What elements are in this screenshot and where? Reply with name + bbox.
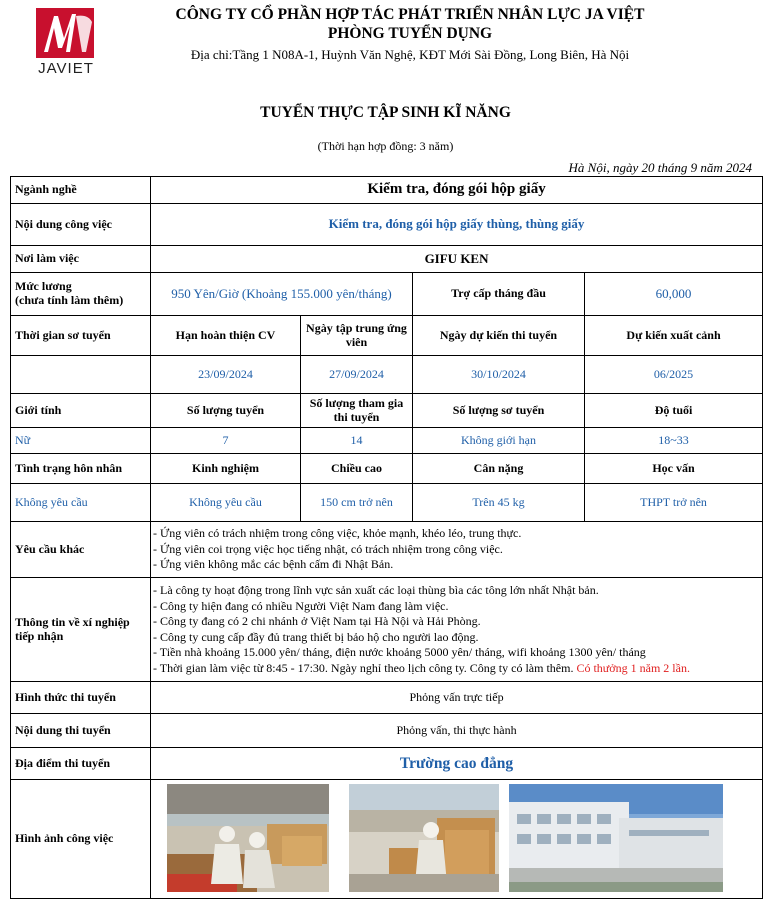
thong-tin-last-line [153, 661, 758, 677]
value-noi-dung: Kiểm tra, đóng gói hộp giấy thùng, thùng giấy [151, 204, 763, 246]
value-do-tuoi: 18~33 [585, 428, 763, 454]
row-hon-nhan-headers [11, 454, 763, 484]
value-hon-nhan: Không yêu cầu [11, 484, 151, 522]
value-tro-cap: 60,000 [585, 273, 763, 316]
header-kinh-nghiem: Kinh nghiệm [151, 454, 301, 484]
bonus-note: Có thưởng 1 năm 2 lần. [576, 660, 690, 675]
row-noi-dung [11, 204, 763, 246]
label-thong-tin [11, 578, 151, 682]
label-muc-luong-2: (chưa tính làm thêm) [15, 293, 124, 307]
row-nganh-nghe [11, 177, 763, 204]
label-noi-dung-thi: Nội dung thi tuyển [11, 714, 151, 748]
thong-tin-line: - Tiền nhà khoảng 15.000 yên/ tháng, điện nước khoảng 5000 yên/ tháng, wifi khoảng 1300 yên/ tháng [153, 645, 646, 659]
value-so-luong-tuyen: 7 [151, 428, 301, 454]
value-hinh-thuc: Phỏng vấn trực tiếp [151, 682, 763, 714]
work-photo-packing [167, 784, 329, 892]
department-name: PHÒNG TUYỂN DỤNG [327, 25, 493, 42]
row-noi-dung-thi [11, 714, 763, 748]
yeu-cau-line: - Ứng viên coi trọng việc học tiếng nhật, có trách nhiệm trong công việc. [153, 541, 503, 556]
row-hinh-thuc [11, 682, 763, 714]
label-noi-lam-viec: Nơi làm việc [11, 246, 151, 273]
row-muc-luong [11, 273, 763, 316]
header-xuat-canh: Dự kiến xuất cảnh [585, 316, 763, 356]
label-gioi-tinh: Giới tính [11, 394, 151, 428]
header-so-luong-so-tuyen: Số lượng sơ tuyển [413, 394, 585, 428]
company-name: CÔNG TY CỔ PHẦN HỢP TÁC PHÁT TRIỂN NHÂN LỰC JA VIỆT [175, 6, 645, 23]
page-title: TUYỂN THỰC TẬP SINH KĨ NĂNG [260, 104, 511, 121]
company-address: Địa chỉ:Tầng 1 N08A-1, Huỳnh Văn Nghệ, KĐT Mới Sài Đồng, Long Biên, Hà Nội [190, 47, 630, 62]
work-photo-cartons [349, 784, 499, 892]
value-so-luong-so-tuyen: Không giới hạn [413, 428, 585, 454]
header-han-cv: Hạn hoàn thiện CV [151, 316, 301, 356]
value-yeu-cau [151, 522, 763, 578]
value-nganh-nghe: Kiểm tra, đóng gói hộp giấy [151, 177, 763, 204]
header-so-luong-tuyen: Số lượng tuyển [151, 394, 301, 428]
label-noi-dung: Nội dung công việc [11, 204, 151, 246]
value-muc-luong: 950 Yên/Giờ (Khoảng 155.000 yên/tháng) [151, 273, 413, 316]
thong-tin-line: - Công ty hiện đang có nhiều Người Việt Nam đang làm việc. [153, 598, 449, 613]
value-can-nang: Trên 45 kg [413, 484, 585, 522]
value-noi-dung-thi: Phỏng vấn, thi thực hành [151, 714, 763, 748]
row-gioi-tinh-headers [11, 394, 763, 428]
row-gioi-tinh-values [11, 428, 763, 454]
label-yeu-cau: Yêu cầu khác [11, 522, 151, 578]
photos-cell [151, 780, 763, 899]
value-so-luong-tham-gia: 14 [301, 428, 413, 454]
label-hinh-anh: Hình ảnh công việc [11, 780, 151, 899]
value-kinh-nghiem: Không yêu cầu [151, 484, 301, 522]
header-chieu-cao: Chiều cao [301, 454, 413, 484]
logo-text: JAVIET [38, 60, 94, 77]
thong-tin-line: - Công ty đang có 2 chi nhánh ở Việt Nam tại Hà Nội và Hải Phòng. [153, 614, 481, 628]
company-logo [30, 8, 102, 80]
label-thong-tin-2: tiếp nhận [15, 628, 64, 643]
label-tro-cap: Trợ cấp tháng đầu [413, 273, 585, 316]
value-chieu-cao: 150 cm trở nên [301, 484, 413, 522]
header-do-tuoi: Độ tuổi [585, 394, 763, 428]
row-thong-tin [11, 578, 763, 682]
thong-tin-last-text: - Thời gian làm việc từ 8:45 - 17:30. Ngày nghỉ theo lịch công ty. Công ty có làm thêm. [153, 660, 574, 675]
job-table [10, 176, 763, 899]
yeu-cau-line: - Ứng viên không mắc các bệnh cấm đi Nhật Bản. [153, 557, 394, 572]
value-dia-diem: Trường cao đẳng [151, 748, 763, 780]
value-tap-trung: 27/09/2024 [301, 356, 413, 394]
row-dia-diem [11, 748, 763, 780]
row-yeu-cau [11, 522, 763, 578]
header-hoc-van: Học vấn [585, 454, 763, 484]
row-hinh-anh [11, 780, 763, 899]
value-thong-tin [151, 578, 763, 682]
yeu-cau-line: - Ứng viên có trách nhiệm trong công việc, khỏe mạnh, khéo léo, trung thực. [153, 526, 522, 541]
value-noi-lam-viec: GIFU KEN [151, 246, 763, 273]
header-can-nang: Cân nặng [413, 454, 585, 484]
row-thoi-gian-values [11, 356, 763, 394]
label-muc-luong [11, 273, 151, 316]
value-thi-tuyen: 30/10/2024 [413, 356, 585, 394]
label-dia-diem: Địa điểm thi tuyển [11, 748, 151, 780]
value-xuat-canh: 06/2025 [585, 356, 763, 394]
label-hon-nhan: Tình trạng hôn nhân [11, 454, 151, 484]
row-noi-lam-viec [11, 246, 763, 273]
label-hinh-thuc: Hình thức thi tuyển [11, 682, 151, 714]
empty-cell [11, 356, 151, 394]
document-date: Hà Nội, ngày 20 tháng 9 năm 2024 [568, 160, 752, 175]
label-thoi-gian: Thời gian sơ tuyển [11, 316, 151, 356]
contract-term: (Thời hạn hợp đồng: 3 năm) [317, 139, 454, 153]
header-tap-trung: Ngày tập trung ứng viên [301, 316, 413, 356]
label-thong-tin-1: Thông tin về xí nghiệp [15, 614, 130, 629]
header-thi-tuyen: Ngày dự kiến thi tuyển [413, 316, 585, 356]
row-thoi-gian-headers [11, 316, 763, 356]
label-nganh-nghe: Ngành nghề [11, 177, 151, 204]
thong-tin-line: - Công ty cung cấp đầy đủ trang thiết bị bảo hộ cho người lao động. [153, 629, 479, 644]
label-muc-luong-1: Mức lương [15, 279, 72, 294]
value-gioi-tinh: Nữ [11, 428, 151, 454]
header-so-luong-tham-gia: Số lượng tham gia thi tuyển [301, 394, 413, 428]
value-han-cv: 23/09/2024 [151, 356, 301, 394]
thong-tin-line: - Là công ty hoạt động trong lĩnh vực sản xuất các loại thùng bìa các tông lớn nhất Nhật bản. [153, 583, 599, 597]
work-photo-factory [509, 784, 723, 892]
row-hon-nhan-values [11, 484, 763, 522]
value-hoc-van: THPT trở nên [585, 484, 763, 522]
